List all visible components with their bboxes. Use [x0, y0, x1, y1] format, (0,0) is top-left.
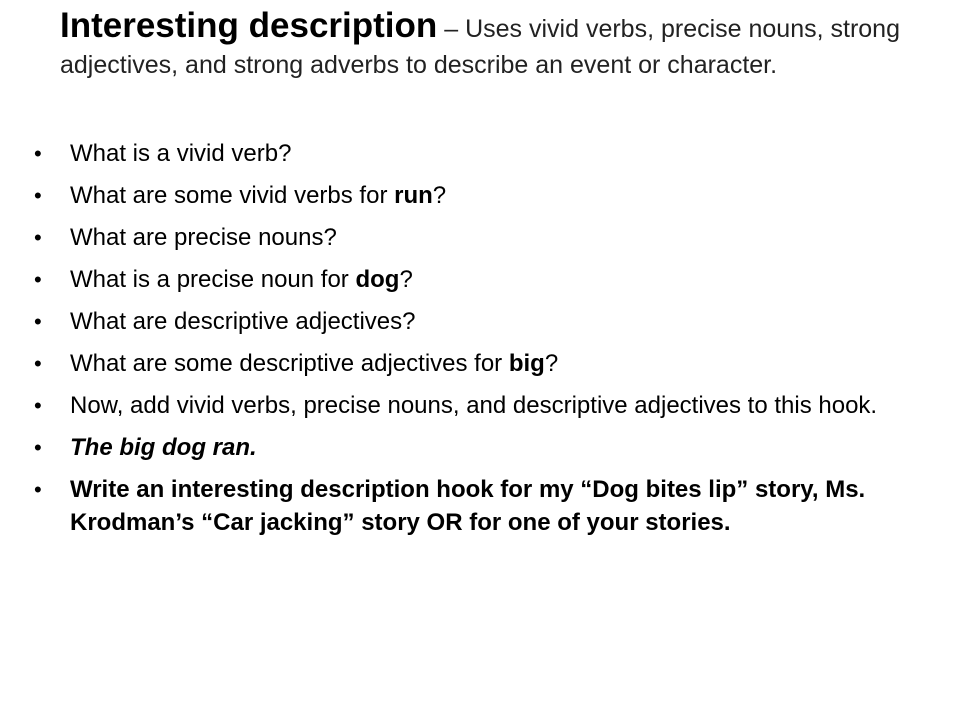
bullet-list	[34, 137, 934, 539]
bullet-text-end: ?	[544, 350, 559, 377]
title-heading: Interesting description	[60, 6, 438, 45]
assignment-instruction: Write an interesting description hook for my “Dog bites lip” story, Ms. Krodman’s “Car jacking” story OR for one of your stories.	[70, 476, 866, 536]
bullet-text: What is a vivid verb?	[70, 140, 292, 167]
example-sentence: The big dog ran.	[70, 434, 257, 461]
bullet-icon: •	[34, 393, 42, 418]
bullet-text: What are precise nouns?	[70, 224, 337, 251]
bullet-item-vivid-verb	[34, 137, 934, 170]
bullet-icon: •	[34, 435, 42, 460]
bullet-icon: •	[34, 477, 42, 502]
bullet-text: What are some vivid verbs for	[70, 182, 395, 209]
bullet-icon: •	[34, 309, 42, 334]
bullet-text-end: ?	[432, 182, 447, 209]
bullet-keyword: run	[394, 182, 433, 209]
bullet-icon: •	[34, 141, 42, 166]
bullet-icon: •	[34, 351, 42, 376]
bullet-item-descriptive-adjectives	[34, 305, 934, 338]
bullet-item-write-hook	[34, 473, 934, 539]
bullet-item-precise-nouns	[34, 221, 934, 254]
title-definition: – Uses vivid verbs, precise nouns, strong adjectives, and strong adverbs to describe an event or character.	[60, 15, 900, 79]
bullet-text: What is a precise noun for	[70, 266, 356, 293]
bullet-item-verbs-for-run	[34, 179, 934, 212]
bullet-icon: •	[34, 267, 42, 292]
bullet-keyword: dog	[355, 266, 400, 293]
bullet-item-noun-for-dog	[34, 263, 934, 296]
bullet-text: What are descriptive adjectives?	[70, 308, 416, 335]
bullet-text: Now, add vivid verbs, precise nouns, and descriptive adjectives to this hook.	[70, 392, 878, 419]
bullet-item-example-sentence	[34, 431, 934, 464]
bullet-icon: •	[34, 183, 42, 208]
bullet-item-add-to-hook	[34, 389, 934, 422]
bullet-item-adjectives-for-big	[34, 347, 934, 380]
bullet-text: What are some descriptive adjectives for	[70, 350, 509, 377]
bullet-icon: •	[34, 225, 42, 250]
bullet-keyword: big	[508, 350, 545, 377]
slide-title	[60, 8, 920, 83]
bullet-text-end: ?	[399, 266, 413, 293]
